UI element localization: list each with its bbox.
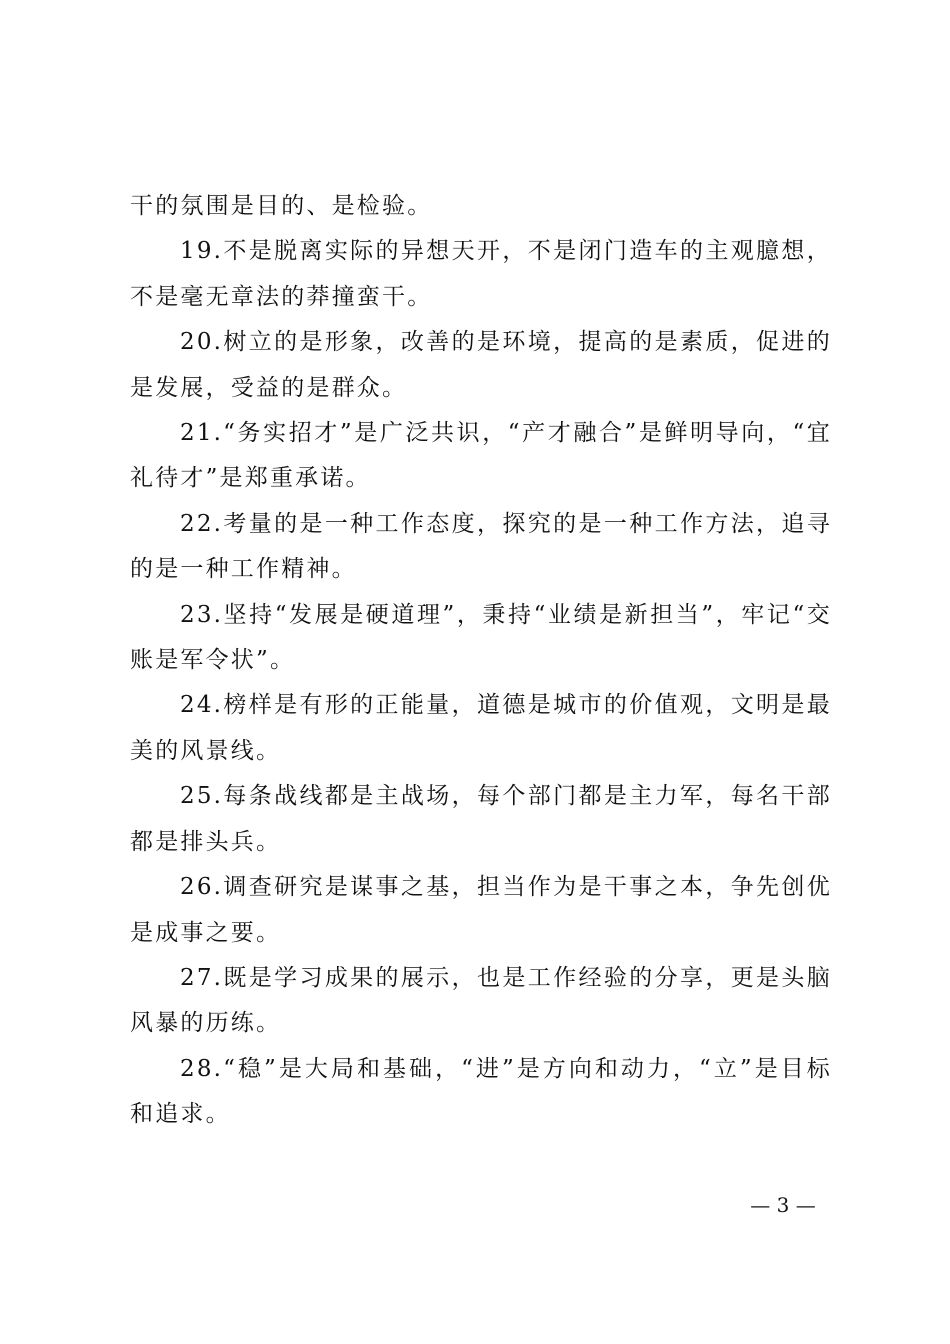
paragraph-27: 27.既是学习成果的展示，也是工作经验的分享，更是头脑风暴的历练。	[130, 964, 832, 1037]
paragraph-21: 21.“务实招才”是广泛共识，“产才融合”是鲜明导向，“宜礼待才”是郑重承诺。	[130, 420, 832, 492]
paragraph-20: 20.树立的是形象，改善的是环境，提高的是素质，促进的是发展，受益的是群众。	[130, 329, 832, 401]
paragraph-28: 28.“稳”是大局和基础，“进”是方向和动力，“立”是目标和追求。	[130, 1055, 832, 1128]
paragraph-26: 26.调查研究是谋事之基，担当作为是干事之本，争先创优是成事之要。	[130, 874, 832, 946]
paragraph-24: 24.榜样是有形的正能量，道德是城市的价值观，文明是最美的风景线。	[130, 692, 832, 764]
page-number: — 3 —	[750, 1193, 816, 1217]
paragraph-25: 25.每条战线都是主战场，每个部门都是主力军，每名干部都是排头兵。	[130, 783, 832, 855]
paragraph-19: 19.不是脱离实际的异想天开，不是闭门造车的主观臆想，不是毫无章法的莽撞蛮干。	[130, 238, 832, 310]
body-text	[130, 184, 832, 1138]
paragraph-23: 23.坚持“发展是硬道理”，秉持“业绩是新担当”，牢记“交账是军令状”。	[130, 601, 832, 674]
paragraph-continuation: 干的氛围是目的、是检验。	[130, 193, 433, 219]
paragraph-22: 22.考量的是一种工作态度，探究的是一种工作方法，追寻的是一种工作精神。	[130, 510, 832, 583]
